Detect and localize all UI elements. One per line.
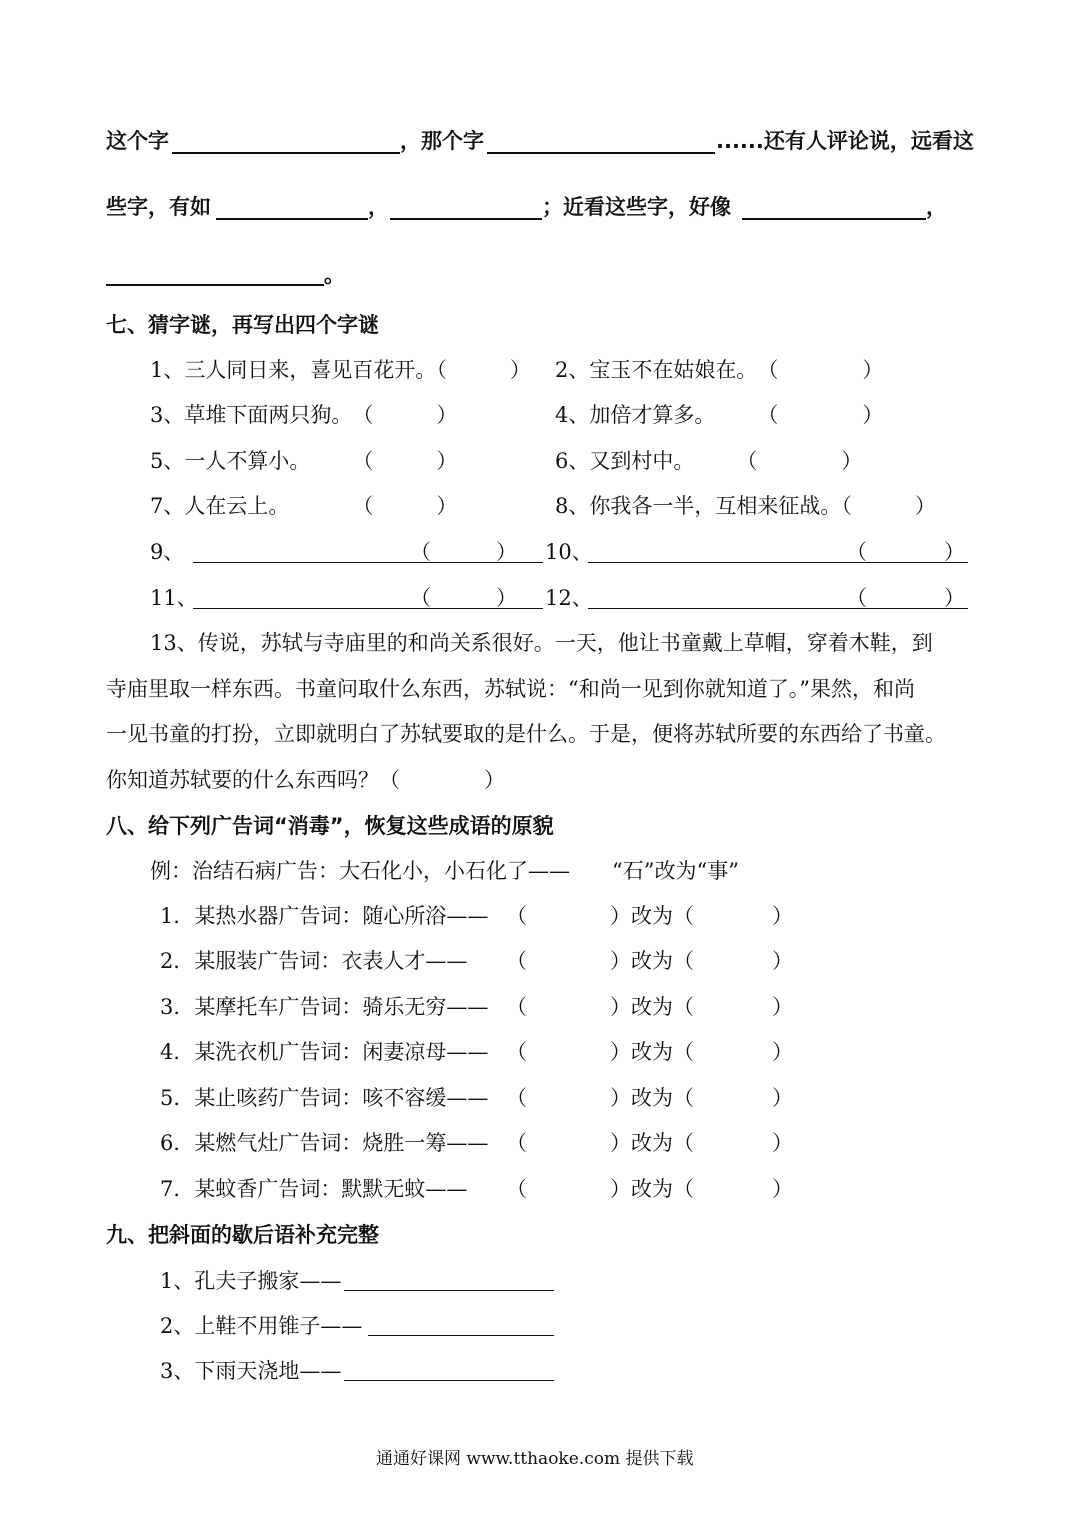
- answer-blank[interactable]: [742, 218, 926, 220]
- paren-close: ）: [496, 540, 517, 564]
- answer-blank[interactable]: [344, 1380, 554, 1381]
- para-text-8: 。: [324, 263, 345, 287]
- paren-close: ）: [772, 1177, 793, 1201]
- paren-open: （: [506, 1040, 527, 1064]
- ad-item-4: 4．某洗衣机广告词：闲妻凉母——: [160, 1040, 489, 1064]
- paren-close: ）: [772, 949, 793, 973]
- change-to-label: ）改为（: [610, 1086, 694, 1110]
- answer-blank[interactable]: [216, 218, 368, 220]
- ad-item-7: 7．某蚊香广告词：默默无蚊——: [160, 1177, 489, 1201]
- paren-close: ）: [772, 1086, 793, 1110]
- riddle-9-number: 9、: [150, 540, 185, 564]
- paren-open: （: [506, 1131, 527, 1155]
- page-footer: 通通好课网 www.tthaoke.com 提供下载: [376, 1449, 694, 1469]
- para-text-1: 这个字: [106, 129, 169, 153]
- change-to-label: ）改为（: [610, 949, 694, 973]
- answer-blank[interactable]: [487, 152, 715, 154]
- paren-close: ）: [772, 1040, 793, 1064]
- section-9-title: 九、把斜面的歇后语补充完整: [106, 1223, 379, 1247]
- riddle-3: 3、草堆下面两只狗。 （ ）: [150, 403, 458, 427]
- riddle-write-blank[interactable]: [588, 562, 968, 563]
- riddle-5: 5、一人不算小。 （ ）: [150, 449, 458, 473]
- paren-close: ）: [772, 1131, 793, 1155]
- answer-blank[interactable]: [106, 284, 324, 286]
- riddle-12-number: 12、: [545, 586, 593, 610]
- q13-line-3: 一见书童的打扮，立即就明白了苏轼要取的是什么。于是，便将苏轼所要的东西给了书童。: [106, 722, 946, 746]
- riddle-8: 8、你我各一半，互相来征战。（ ）: [555, 494, 936, 518]
- ad-item-5: 5．某止咳药广告词：咳不容缓——: [160, 1086, 489, 1110]
- section-8-example: 例：治结石病广告：大石化小，小石化了—— “石”改为“事”: [150, 859, 739, 883]
- q13-line-1: 13、传说，苏轼与寺庙里的和尚关系很好。一天，他让书童戴上草帽，穿着木鞋，到: [150, 631, 933, 655]
- paren-close: ）: [772, 995, 793, 1019]
- riddle-7: 7、人在云上。 （ ）: [150, 494, 458, 518]
- answer-blank[interactable]: [172, 152, 400, 154]
- para-text-6: ；近看这些字，好像: [542, 195, 731, 219]
- para-text-2: ，那个字: [400, 129, 484, 153]
- paren-open: （: [846, 540, 867, 564]
- riddle-write-blank[interactable]: [193, 562, 543, 563]
- para-text-7: ，: [926, 195, 947, 219]
- para-text-5: ，: [368, 195, 389, 219]
- riddle-write-blank[interactable]: [588, 608, 968, 609]
- xiehouyu-item-1: 1、孔夫子搬家——: [160, 1269, 342, 1293]
- ad-item-3: 3．某摩托车广告词：骑乐无穷——: [160, 995, 489, 1019]
- paren-close: ）: [772, 904, 793, 928]
- paren-close: ）: [496, 586, 517, 610]
- paren-open: （: [410, 540, 431, 564]
- answer-blank[interactable]: [390, 218, 542, 220]
- paren-open: （: [506, 1177, 527, 1201]
- change-to-label: ）改为（: [610, 1177, 694, 1201]
- change-to-label: ）改为（: [610, 904, 694, 928]
- riddle-6: 6、又到村中。 （ ）: [555, 449, 863, 473]
- ad-item-2: 2．某服装广告词：衣表人才——: [160, 949, 489, 973]
- q13-line-2: 寺庙里取一样东西。书童问取什么东西，苏轼说：“和尚一见到你就知道了。”果然，和尚: [106, 677, 915, 701]
- paren-open: （: [846, 586, 867, 610]
- section-7-title: 七、猜字谜，再写出四个字谜: [106, 313, 379, 337]
- q13-line-4: 你知道苏轼要的什么东西吗？（ ）: [106, 768, 505, 792]
- paren-open: （: [506, 904, 527, 928]
- answer-blank[interactable]: [368, 1335, 554, 1336]
- xiehouyu-item-2: 2、上鞋不用锥子——: [160, 1314, 363, 1338]
- paren-open: （: [506, 995, 527, 1019]
- ad-item-6: 6．某燃气灶广告词：烧胜一筹——: [160, 1131, 489, 1155]
- paren-open: （: [506, 1086, 527, 1110]
- answer-blank[interactable]: [344, 1290, 554, 1291]
- section-8-title: 八、给下列广告词“消毒”，恢复这些成语的原貌: [106, 814, 554, 838]
- paren-open: （: [506, 949, 527, 973]
- paren-close: ）: [944, 540, 965, 564]
- ad-item-1: 1．某热水器广告词：随心所浴——: [160, 904, 489, 928]
- riddle-10-number: 10、: [545, 540, 593, 564]
- riddle-1: 1、三人同日来，喜见百花开。（ ）: [150, 358, 531, 382]
- riddle-2: 2、宝玉不在姑娘在。 （ ）: [555, 358, 884, 382]
- riddle-4: 4、加倍才算多。 （ ）: [555, 403, 884, 427]
- change-to-label: ）改为（: [610, 1040, 694, 1064]
- paren-close: ）: [944, 586, 965, 610]
- riddle-write-blank[interactable]: [193, 608, 543, 609]
- para-text-3: ......还有人评论说，远看这: [716, 129, 974, 153]
- para-text-4: 些字，有如: [106, 195, 211, 219]
- change-to-label: ）改为（: [610, 995, 694, 1019]
- change-to-label: ）改为（: [610, 1131, 694, 1155]
- paren-open: （: [410, 586, 431, 610]
- xiehouyu-item-3: 3、下雨天浇地——: [160, 1359, 342, 1383]
- riddle-11-number: 11、: [150, 586, 198, 610]
